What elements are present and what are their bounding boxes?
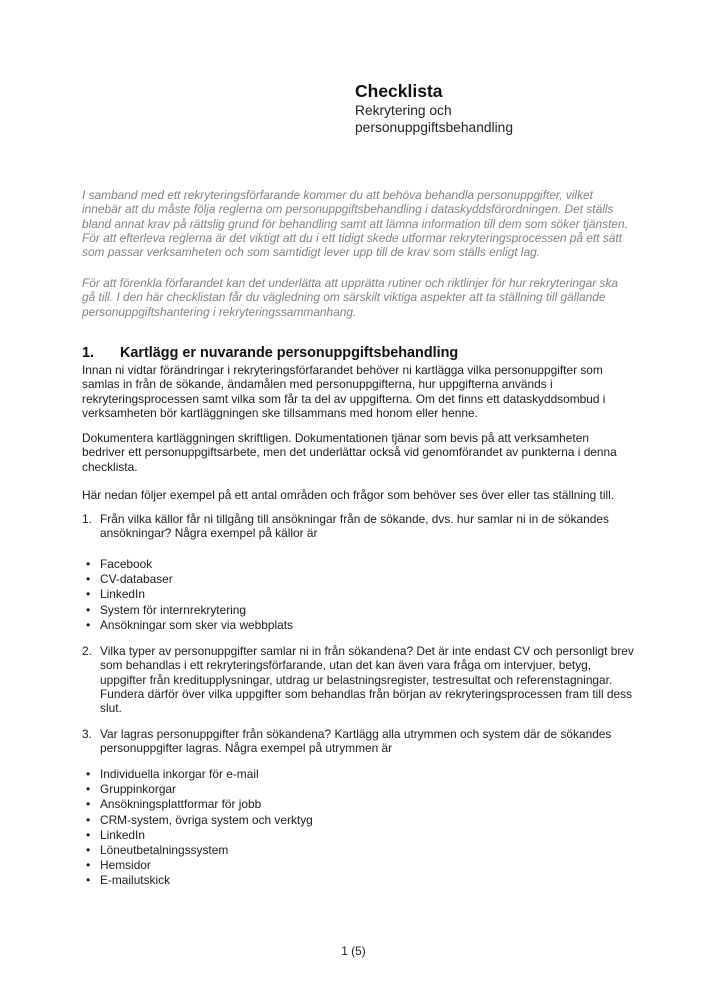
bullet-icon [82,618,100,633]
list-item [82,557,634,572]
bullet-icon [82,873,100,888]
question-item-1-text: Från vilka källor får ni tillgång till ansökningar från de sökande, dvs. hur samlar ni in de sökandes ansökningar? Några exempel på källor är [100,512,609,541]
list-item-label: CRM-system, övriga system och verktyg [100,812,313,827]
list-item-label: E-mailutskick [100,873,171,888]
bullet-icon [82,828,100,843]
list-item-label: CV-databaser [100,572,173,587]
bullet-icon [82,603,100,618]
list-item [82,797,634,812]
bullet-icon [82,557,100,572]
list-item-label: LinkedIn [100,587,145,602]
list-item [82,813,634,828]
section-1-title: Kartlägg er nuvarande personuppgiftsbehandling [120,345,459,361]
section-1-paragraph-2: Dokumentera kartläggningen skriftligen. Dokumentationen tjänar som bevis på att verksamheten bedriver ett personuppgiftsarbete, men det underlättar också vid genomförandet av punkterna i denna checklista. [82,431,617,474]
list-item [82,587,634,602]
section-1-number: 1. [82,345,95,361]
question-item-1-number: 1. [82,512,92,526]
section-1-paragraph-3: Här nedan följer exempel på ett antal områden och frågor som behöver ses över eller tas ställning till. [82,488,615,502]
question-item-3 [82,727,634,756]
question-item-3-number: 3. [82,727,92,741]
bullet-icon [82,587,100,602]
page-number: 1 (5) [341,944,366,958]
section-1-paragraph-1: Innan ni vidtar förändringar i rekryteringsförfarandet behöver ni kartlägga vilka personuppgifter som samlas in från de sökande, ändamålen med personuppgifterna, hur uppgifterna används i rekryteringsprocessen samt vilka som får ta del av uppgifterna. Om det finns ett dataskyddsombud i verksamheten bör kartläggningen ske tillsammans med honom eller henne. [82,363,606,420]
bullet-icon [82,767,100,782]
section-1-heading [82,344,634,362]
list-item-label: Facebook [100,557,153,571]
list-item-label: System för internrekrytering [100,602,247,617]
sources-bullet-list [82,557,634,633]
list-item [82,572,634,587]
list-item-label: Löneutbetalningssystem [100,843,229,858]
list-item-label: Hemsidor [100,858,151,873]
bullet-icon [82,858,100,873]
list-item [82,603,634,618]
document-header [355,81,635,136]
list-item [82,828,634,843]
intro-paragraph-1: I samband med ett rekryteringsförfarande kommer du att behöva behandla personuppgifter, vilket innebär att du måste följa reglerna om personuppgiftsbehandling i dataskyddsförordningen. Det ställs bland annat krav på rättslig grund för behandling samt att lämna information till dem som söker tjänsten. För att efterleva reglerna är det viktigt att du i ett tidigt skede utformar rekryteringsprocessen på ett sätt som passar verksamheten och som samtidigt lever upp till de krav som ställs enligt lag. [82,188,628,260]
bullet-icon [82,843,100,858]
list-item-label: Individuella inkorgar för e-mail [100,767,259,781]
question-item-3-text: Var lagras personuppgifter från sökandena? Kartlägg alla utrymmen och system där de sökandes personuppgifter lagras. Några exempel på utrymmen är [100,727,612,756]
list-item [82,873,634,888]
question-item-2 [82,644,634,715]
document-subtitle-line2: personuppgiftsbehandling [355,120,514,136]
bullet-icon [82,572,100,587]
question-item-2-number: 2. [82,644,92,658]
list-item [82,858,634,873]
bullet-icon [82,813,100,828]
document-title: Checklista [355,81,443,101]
storage-bullet-list [82,767,634,889]
question-item-2-text: Vilka typer av personuppgifter samlar ni in från sökandena? Det är inte endast CV och personligt brev som behandlas i ett rekryteringsförfarande, utan det kan även vara fråga om intervjuer, betyg, uppgifter från kreditupplysningar, utdrag ur belastningsregister, testresultat och referenstagningar. Fundera därför över vilka uppgifter som behandlas från början av rekryteringsprocessen fram till dess slut. [100,644,634,716]
bullet-icon [82,782,100,797]
list-item-label: LinkedIn [100,827,145,842]
document-subtitle-line1: Rekrytering och [355,103,452,118]
list-item-label: Ansökningsplattformar för jobb [100,797,262,812]
list-item [82,843,634,858]
list-item-label: Gruppinkorgar [100,782,177,797]
intro-paragraph-2: För att förenkla förfarandet kan det underlätta att upprätta rutiner och riktlinjer för hur rekryteringar ska gå till. I den här checklistan får du vägledning om särskilt viktiga aspekter att ta ställning till gällande personuppgiftshantering i rekryteringssammanhang. [82,276,619,319]
list-item [82,618,634,633]
list-item [82,767,634,782]
list-item-label: Ansökningar som sker via webbplats [100,617,293,632]
question-item-1 [82,512,634,541]
bullet-icon [82,797,100,812]
list-item [82,782,634,797]
